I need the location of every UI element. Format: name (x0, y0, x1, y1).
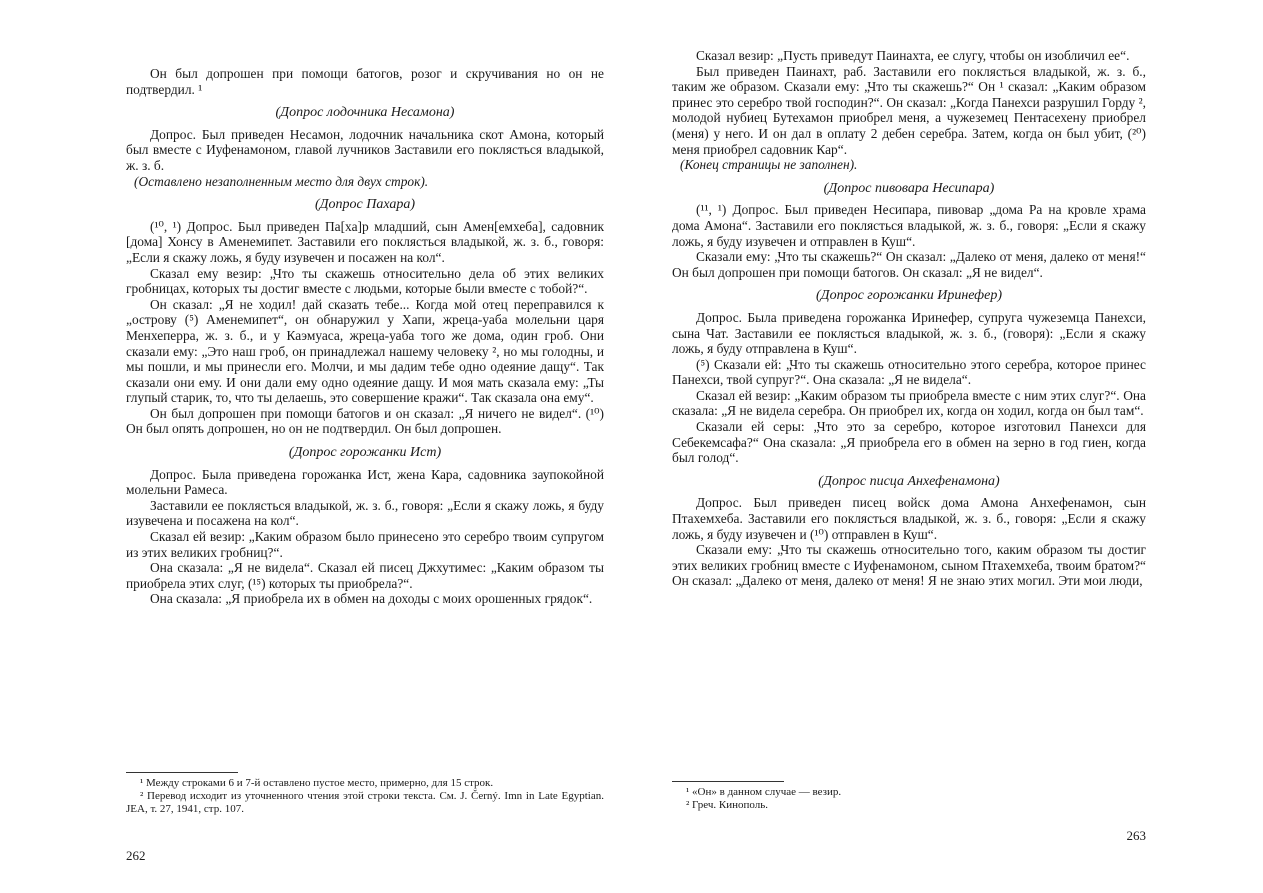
section-heading: (Допрос лодочника Несамона) (275, 105, 455, 121)
paragraph: Допрос. Был приведен писец войск дома Амона Анхефенамон, сын Птахемхеба. Заставили его поклясться владыкой, ж. з. б., говоря: „Если я скажу ложь, я буду изувечен и (¹⁰) отправлен в Куш“. (672, 495, 1146, 542)
paragraph: Был приведен Паинахт, раб. Заставили его поклясться владыкой, ж. з. б., таким же образом. Сказали ему: „Что ты скажешь?“ Он ¹ сказал: „Каким образом принес это серебро твой господин?“. Он сказал: „Когда Панехси разрушил Горду ², молодой нубиец Бутехамон приобрел меня, а чужеземец Пентасехену приобрел (меня) у него. И он дал в оплату 2 дебен серебра. Затем, когда он был убит, (²⁰) меня приобрел садовник Кар“. (672, 63, 1146, 157)
editorial-note: (Конец страницы не заполнен). (680, 157, 858, 173)
footnote-rule (126, 772, 238, 773)
footnote: ² Греч. Кинополь. (686, 799, 768, 811)
paragraph: Сказал везир: „Пусть приведут Паинахта, ее слугу, чтобы он изобличил ее“. (696, 48, 1130, 63)
page-number-left: 262 (126, 848, 146, 863)
footnote: ² Перевод исходит из уточненного чтения этой строки текста. См. J. Černý. Imn in Late Egyptian. JEA, т. 27, 1941, стр. 107. (126, 790, 604, 815)
paragraph: Сказал ему везир: „Что ты скажешь относительно дела об этих великих гробницах, которых ты достиг вместе с людьми, которые были вместе с тобой?“. (126, 265, 604, 297)
paragraph: Допрос. Была приведена горожанка Ист, жена Кара, садовника заупокойной молельни Рамеса. (126, 466, 604, 498)
paragraph: Он был допрошен при помощи батогов и он сказал: „Я ничего не видел“. (¹⁰) Он был опять допрошен, но он не подтвердил. Он был допрошен. (126, 405, 604, 437)
paragraph: Он сказал: „Я не ходил! дай сказать тебе... Когда мой отец переправился к „острову (⁵) Аменемипет“, он обнаружил у Хапи, жреца-уаба молельни царя Менхеперра, ж. з. б., и у Каэмуаса, жреца-уаба того же дома, один гроб. Они сказали ему: „Это наш гроб, он принадлежал нашему человеку ², но мы голодны, и мы пошли, и мы принесли его. Молчи, и мы дадим тебе одно одеяние дащу“. Так сказали они ему. И они дали ему одно одеяние дащу. И моя мать сказала ему: „Ты глупый старик, то, что ты делаешь, это совершение кражи“. Так сказала она ему“. (126, 296, 604, 406)
right-page-footnotes (672, 781, 1146, 812)
section-heading: (Допрос пивовара Несипара) (823, 180, 995, 196)
section-heading: (Допрос горожанки Иринефер) (816, 288, 1002, 304)
footnote: ¹ «Он» в данном случае — везир. (686, 786, 842, 798)
page-number-right: 263 (1126, 828, 1146, 843)
footnote-rule (672, 781, 784, 782)
paragraph: (¹⁰, ¹) Допрос. Был приведен Па[ха]р младший, сын Амен[емхеба], садовник [дома] Хонсу в Аменемипет. Заставили его поклясться владыкой, ж. з. б., говоря: „Если я скажу ложь, я буду изувечен и посажен на кол“. (126, 218, 604, 265)
left-page-footnotes (126, 772, 604, 816)
left-page-text-column (126, 66, 604, 607)
paragraph: (⁵) Сказали ей: „Что ты скажешь относительно этого серебра, которое принес Панехси, твой супруг?“. Она сказала: „Я не видела“. (672, 356, 1146, 388)
paragraph: Допрос. Был приведен Несамон, лодочник начальника скот Амона, который был вместе с Иуфенамоном, главой лучников Заставили его поклясться владыкой, ж. з. б. (126, 126, 604, 173)
paragraph: Заставили ее поклясться владыкой, ж. з. б., говоря: „Если я скажу ложь, я буду изувечена и посажена на кол“. (126, 497, 604, 529)
paragraph: Он был допрошен при помощи батогов, розог и скручивания но он не подтвердил. ¹ (126, 66, 604, 97)
paragraph: Сказал ей везир: „Каким образом ты приобрела вместе с ним этих слуг?“. Она сказала: „Я не видела серебра. Он приобрел их, когда он ходил, когда он был там“. (672, 387, 1146, 419)
paragraph: Она сказала: „Я приобрела их в обмен на доходы с моих орошенных грядок“. (150, 591, 593, 607)
footnote: ¹ Между строками 6 и 7-й оставлено пустое место, примерно, для 15 строк. (140, 777, 494, 789)
section-heading: (Допрос писца Анхефенамона) (818, 473, 1000, 489)
paragraph: Сказали ему: „Что ты скажешь относительно того, каким образом ты достиг этих великих гробниц вместе с Иуфенамоном, сыном Птахемхеба, твоим братом?“ Он сказал: „Далеко от меня, далеко от меня! Я не знаю этих могил. Эти мои люди, (672, 542, 1146, 589)
section-heading: (Допрос Пахара) (314, 197, 416, 213)
paragraph: Сказали ему: „Что ты скажешь?“ Он сказал: „Далеко от меня, далеко от меня!“ Он был допрошен при помощи батогов. Он сказал: „Я не видел“. (672, 249, 1146, 280)
paragraph: Она сказала: „Я не видела“. Сказал ей писец Джхутимес: „Каким образом ты приобрела этих слуг, (¹⁵) которых ты приобрела?“. (126, 560, 604, 591)
editorial-note: (Оставлено незаполненным место для двух строк). (134, 173, 429, 189)
paragraph: Сказал ей везир: „Каким образом было принесено это серебро твоим супругом из этих великих гробниц?“. (126, 529, 604, 560)
section-heading: (Допрос горожанки Ист) (288, 445, 442, 461)
paragraph: (¹¹, ¹) Допрос. Был приведен Несипара, пивовар „дома Ра на кровле храма дома Амона“. Заставили его поклясться владыкой, ж. з. б., говоря: „Если я скажу ложь, я буду изувечен и отправлен в Куш“. (672, 202, 1146, 249)
paragraph: Сказали ей серы: „Что это за серебро, которое изготовил Панехси для Себекемсафа?“ Она сказала: „Я приобрела его в обмен на зерно в год гиен, когда был голод“. (672, 419, 1146, 466)
right-page-text-column (672, 48, 1146, 589)
paragraph: Допрос. Была приведена горожанка Иринефер, супруга чужеземца Панехси, сына Чат. Заставили ее поклясться владыкой, ж. з. б., (говоря): „Если я скажу ложь, я буду отправлена в Куш“. (672, 309, 1146, 357)
